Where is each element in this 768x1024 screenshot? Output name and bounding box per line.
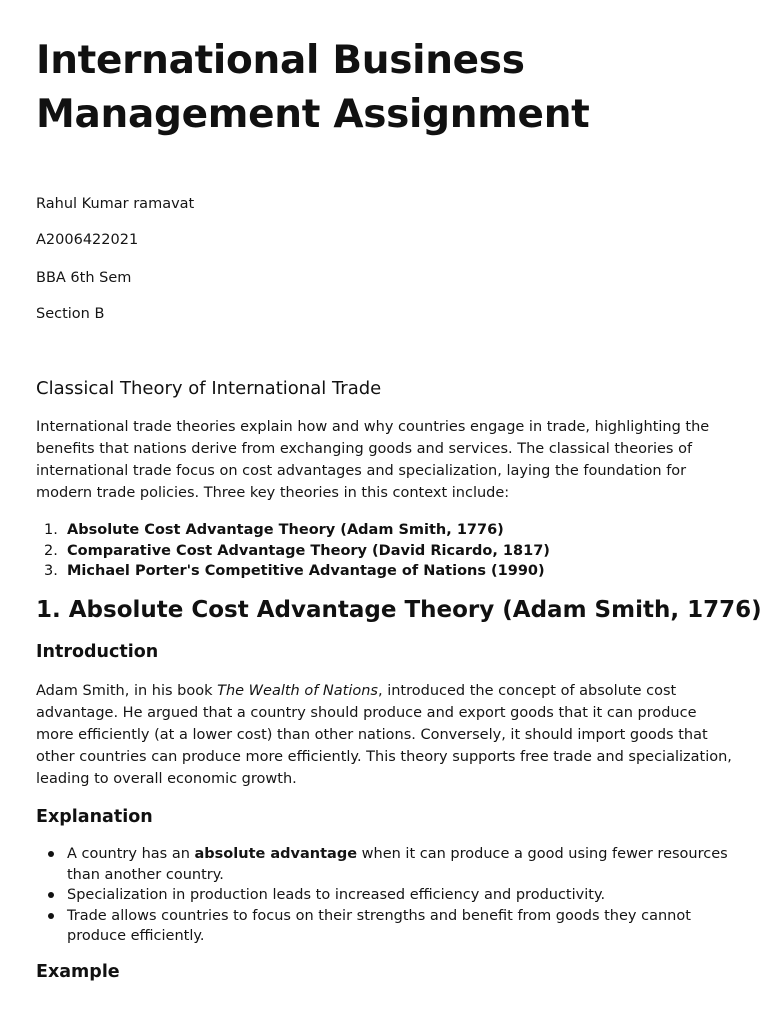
title-line-2: Management Assignment [36,92,590,137]
explanation-list [36,844,736,947]
list-number: 2. [44,542,58,559]
introduction-paragraph [36,680,736,790]
theory-heading: 1. Absolute Cost Advantage Theory (Adam Smith, 1776) [36,597,762,623]
document-title [36,34,736,142]
introduction-text-end: , introduced the concept of absolute cost advantage. He argued that a country should produce and export goods that it can produce more efficiently (at a lower cost) than other nations. Conversely, it should import goods that other countries can produce more efficiently. This theory supports free trade and specialization, leading to overall economic growth. [36,683,732,787]
bullet-icon [48,851,54,857]
bullet-text: Trade allows countries to focus on their strengths and benefit from goods they cannot produce efficiently. [67,907,691,944]
course-info: BBA 6th Sem [36,270,132,286]
introduction-heading: Introduction [36,642,159,662]
bold-term: absolute advantage [194,846,358,862]
list-item [36,906,736,947]
bullet-text: Specialization in production leads to increased efficiency and productivity. [67,887,606,903]
explanation-heading: Explanation [36,807,153,827]
list-item-label: Absolute Cost Advantage Theory (Adam Smith, 1776) [67,522,504,538]
list-item [36,520,550,541]
author-name: Rahul Kumar ramavat [36,196,195,212]
example-heading: Example [36,962,120,982]
section-info: Section B [36,306,105,322]
title-line-1: International Business [36,38,525,83]
introduction-text-start: Adam Smith, in his book [36,683,218,699]
list-number: 3. [44,563,58,579]
list-item [36,844,736,885]
bullet-text-start: A country has an [67,846,195,862]
list-item-label: Michael Porter's Competitive Advantage of Nations (1990) [67,563,545,579]
student-id: A2006422021 [36,232,139,248]
list-item [36,541,550,562]
list-number: 1. [44,522,58,538]
theories-list [36,520,550,582]
section-heading: Classical Theory of International Trade [36,378,382,399]
book-title: The Wealth of Nations [217,683,378,699]
list-item [36,561,550,582]
list-item [36,885,736,906]
list-item-label: Comparative Cost Advantage Theory (David Ricardo, 1817) [67,542,550,559]
bullet-text-end: when it can produce a good using fewer resources than another country. [67,846,728,883]
bullet-icon [48,913,54,919]
intro-paragraph: International trade theories explain how and why countries engage in trade, highlighting the benefits that nations derive from exchanging goods and services. The classical theories of international trade focus on cost advantages and specialization, laying the foundation for modern trade policies. Three key theories in this context include: [36,419,710,501]
bullet-icon [48,892,54,898]
